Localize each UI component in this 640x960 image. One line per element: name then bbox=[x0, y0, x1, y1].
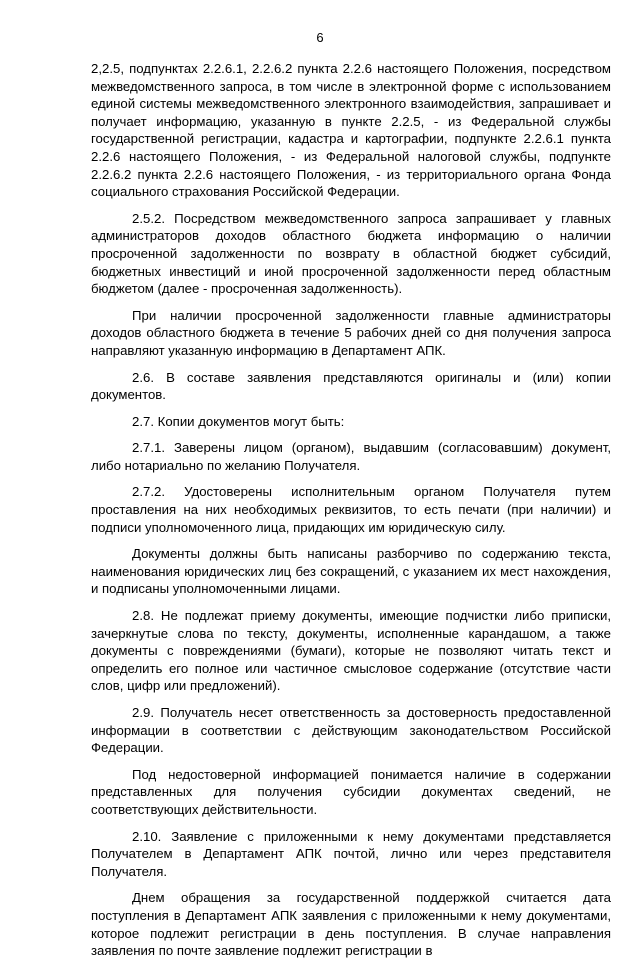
page-number: 6 bbox=[316, 30, 324, 45]
document-body bbox=[91, 60, 611, 960]
paragraph-2-7: 2.7. Копии документов могут быть: bbox=[132, 413, 345, 429]
paragraph-continuation: 2,2.5, подпунктах 2.2.6.1, 2.2.6.2 пункта 2.2.6 настоящего Положения, посредством межведомственного запроса, в том числе в электронной форме с использованием единой системы межведомственного электронного взаимодействия, запрашивает и получает информацию, указанную в пункте 2.2.5, - из Федеральной службы государственной регистрации, кадастра и картографии, подпункте 2.2.6.1 пункта 2.2.6 настоящего Положения, - из Федеральной налоговой службы, подпункте 2.2.6.2 пункта 2.2.6 настоящего Положения, - из территориального органа Фонда социального страхования Российской Федерации. bbox=[91, 61, 611, 200]
paragraph-overdue-debt: При наличии просроченной задолженности главные администраторы доходов областного бюджета в течение 5 рабочих дней со дня получения запроса направляют указанную информацию в Департамент АПК. bbox=[91, 307, 611, 358]
paragraph-2-7-2: 2.7.2. Удостоверены исполнительным органом Получателя путем проставления на них необходимых реквизитов, то есть печати (при наличии) и подписи уполномоченного лица, придающих им юридическую силу. bbox=[91, 484, 611, 535]
paragraph-2-7-1: 2.7.1. Заверены лицом (органом), выдавшим (согласовавшим) документ, либо нотариально по желанию Получателя. bbox=[91, 440, 611, 473]
paragraph-2-9: 2.9. Получатель несет ответственность за достоверность предоставленной информации в соответствии с действующим законодательством Российской Федерации. bbox=[91, 705, 611, 756]
paragraph-application-date: Днем обращения за государственной поддержкой считается дата поступления в Департамент АПК заявления с приложенными к нему документами, которое подлежит регистрации в день поступления. В случае направления заявления по почте заявление подлежит регистрации в bbox=[91, 890, 611, 959]
paragraph-2-10: 2.10. Заявление с приложенными к нему документами представляется Получателем в Департамент АПК почтой, лично или через представителя Получателя. bbox=[91, 828, 611, 879]
paragraph-inaccurate-info: Под недостоверной информацией понимается наличие в содержании представленных для получения субсидии документах сведений, не соответствующих действительности. bbox=[91, 766, 611, 817]
paragraph-documents-requirements: Документы должны быть написаны разборчиво по содержанию текста, наименования юридических лиц без сокращений, с указанием их мест нахождения, и подписаны уполномоченными лицами. bbox=[91, 546, 611, 597]
paragraph-2-6: 2.6. В составе заявления представляются оригиналы и (или) копии документов. bbox=[91, 369, 611, 403]
paragraph-2-5-2: 2.5.2. Посредством межведомственного запроса запрашивает у главных администраторов доходов областного бюджета информацию о наличии просроченной задолженности по возврату в областной бюджет субсидий, бюджетных инвестиций и иной просроченной задолженности перед областным бюджетом (далее - просроченная задолженность). bbox=[91, 210, 611, 297]
paragraph-2-8: 2.8. Не подлежат приему документы, имеющие подчистки либо приписки, зачеркнутые слова по тексту, документы, исполненные карандашом, а также документы с повреждениями (бумаги), которые не позволяют читать текст и определить его полное или частичное смысловое содержание (отсутствие части слов, цифр или предложений). bbox=[91, 608, 611, 694]
